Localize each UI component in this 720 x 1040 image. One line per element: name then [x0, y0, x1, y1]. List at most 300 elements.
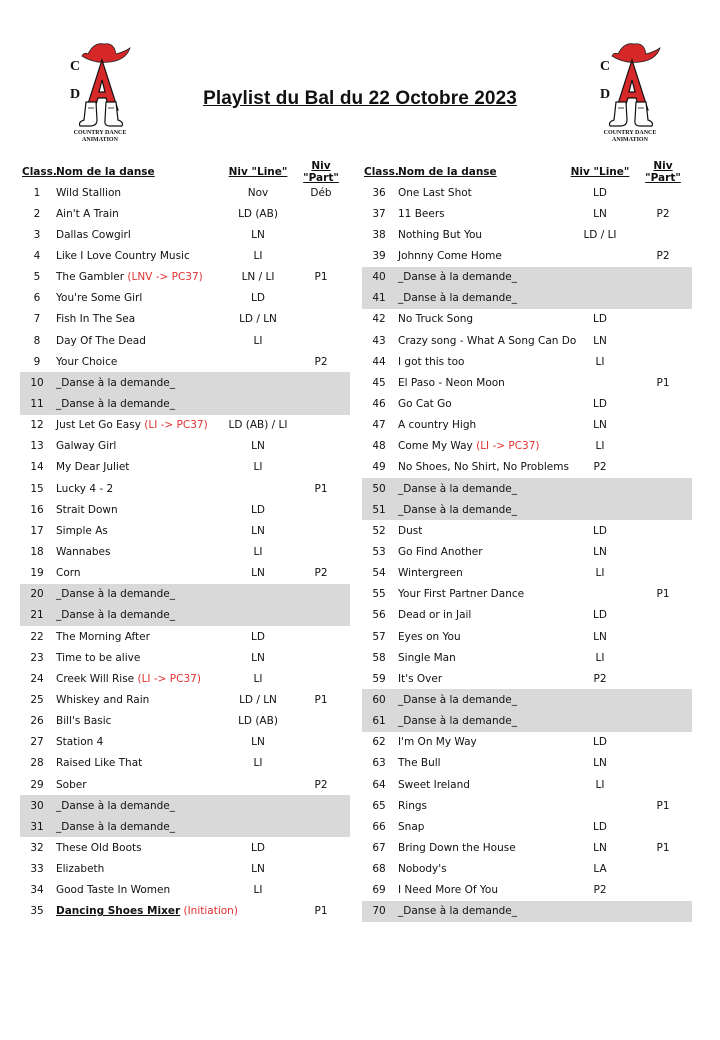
row-class-number: 36: [372, 186, 386, 199]
level-line: LI: [595, 567, 605, 580]
dance-name: Galway Girl: [56, 440, 117, 453]
dance-name: Wannabes: [56, 545, 111, 558]
table-row: [362, 711, 692, 732]
dance-name-cell: [54, 736, 224, 748]
dance-name-cell: [396, 567, 566, 579]
row-class-number: 3: [33, 228, 41, 241]
table-row: [20, 605, 350, 626]
table-row: [20, 520, 350, 541]
row-class-number: 37: [372, 207, 386, 220]
dance-name: Snap: [398, 820, 425, 833]
playlist-table-left: [20, 162, 350, 922]
dance-name: No Truck Song: [398, 313, 474, 326]
dance-name-cell: [396, 229, 566, 241]
dance-name-cell: [54, 694, 224, 706]
dance-name: Bill's Basic: [56, 715, 112, 728]
row-class-number: 21: [30, 609, 44, 622]
dance-name: My Dear Juliet: [56, 461, 130, 474]
dance-name-cell: [54, 779, 224, 791]
table-row: [362, 330, 692, 351]
row-class-number: 41: [372, 292, 386, 305]
row-class-number: 57: [372, 630, 386, 643]
row-class-number: 33: [30, 863, 44, 876]
row-class-number: 24: [30, 672, 44, 685]
table-row: [20, 837, 350, 858]
dance-name: It's Over: [398, 672, 443, 685]
dance-name-cell: [396, 440, 566, 452]
row-class-number: 67: [372, 841, 386, 854]
table-row: [20, 626, 350, 647]
level-line: LD (AB): [238, 207, 278, 220]
table-row: [20, 668, 350, 689]
dance-name: Johnny Come Home: [398, 249, 502, 262]
level-line: LN: [251, 228, 265, 241]
dance-name-cell: [396, 884, 566, 896]
row-class-number: 59: [372, 672, 386, 685]
dance-name-cell: [54, 461, 224, 473]
dance-name: _Danse à la demande_: [398, 503, 517, 516]
row-class-number: 20: [30, 588, 44, 601]
level-line: LI: [595, 355, 605, 368]
level-line: LI: [595, 440, 605, 453]
dance-name: Dancing Shoes Mixer: [56, 905, 181, 918]
level-line: LD: [593, 736, 607, 749]
level-line: LN: [593, 630, 607, 643]
row-class-number: 64: [372, 778, 386, 791]
dance-name-cell: [396, 842, 566, 854]
row-class-number: 26: [30, 715, 44, 728]
dance-name-cell: [396, 715, 566, 727]
level-line: LD: [251, 292, 265, 305]
dance-name-cell: [396, 905, 566, 917]
dance-name-cell: [396, 250, 566, 262]
row-class-number: 66: [372, 820, 386, 833]
dance-name-cell: [396, 292, 566, 304]
row-class-number: 46: [372, 397, 386, 410]
dance-name-cell: [396, 736, 566, 748]
dance-name-cell: [396, 377, 566, 389]
dance-name: Rings: [398, 799, 428, 812]
row-class-number: 11: [30, 397, 44, 410]
dance-name-cell: [396, 461, 569, 474]
level-line: LD / LN: [239, 313, 277, 326]
svg-text:C: C: [70, 59, 81, 74]
row-class-number: 65: [372, 799, 386, 812]
level-line: LD (AB): [238, 715, 278, 728]
table-row: [362, 795, 692, 816]
level-line: LN: [251, 524, 265, 537]
level-line: LI: [253, 461, 263, 474]
level-part: P1: [656, 799, 670, 812]
dance-name-cell: [54, 229, 224, 241]
dance-name-cell: [54, 313, 224, 325]
level-line: LD / LI: [583, 228, 617, 241]
dance-name-cell: [54, 335, 224, 347]
level-line: LD (AB) / LI: [228, 419, 288, 432]
row-class-number: 13: [30, 440, 44, 453]
dance-name: A country High: [398, 419, 477, 432]
dance-name-cell: [54, 483, 224, 495]
dance-name: Just Let Go Easy: [56, 419, 145, 432]
row-class-number: 69: [372, 884, 386, 897]
playlist-table-right: [362, 162, 692, 922]
dance-name-cell: [396, 779, 566, 791]
table-row: [20, 351, 350, 372]
dance-name: Dallas Cowgirl: [56, 228, 131, 241]
dance-note: (Initiation): [180, 905, 238, 918]
level-line: LD: [593, 313, 607, 326]
dance-note: (LNV -> PC37): [127, 271, 203, 284]
dance-name-cell: [396, 398, 566, 410]
level-part: P1: [314, 271, 328, 284]
table-row: [20, 203, 350, 224]
dance-note: (LI -> PC37): [144, 419, 208, 432]
dance-name: Go Find Another: [398, 545, 483, 558]
dance-name-cell: [54, 842, 224, 854]
table-row: [362, 668, 692, 689]
level-part: P1: [656, 588, 670, 601]
dance-name-cell: [54, 652, 224, 664]
header-level-line: Niv "Line": [228, 166, 288, 178]
dance-name: I Need More Of You: [398, 884, 498, 897]
dance-name: _Danse à la demande_: [56, 397, 175, 410]
level-line: LD: [593, 186, 607, 199]
dance-name-cell: [54, 800, 224, 812]
row-class-number: 62: [372, 736, 386, 749]
dance-name-cell: [396, 673, 566, 685]
dance-name-cell: [54, 905, 238, 918]
table-row: [20, 880, 350, 901]
dance-note: (LI -> PC37): [476, 440, 540, 453]
dance-name-cell: [54, 356, 224, 368]
row-class-number: 18: [30, 545, 44, 558]
level-part: P1: [656, 376, 670, 389]
dance-name-cell: [396, 609, 566, 621]
row-class-number: 30: [30, 799, 44, 812]
table-header: [362, 162, 692, 182]
level-line: LN: [251, 863, 265, 876]
dance-name: No Shoes, No Shirt, No Problems: [398, 461, 569, 474]
header-level-part: Niv "Part": [645, 160, 681, 184]
table-row: [362, 436, 692, 457]
dance-name-cell: [54, 863, 224, 875]
row-class-number: 29: [30, 778, 44, 791]
row-class-number: 4: [33, 249, 41, 262]
row-class-number: 32: [30, 841, 44, 854]
dance-name: Elizabeth: [56, 863, 105, 876]
table-row: [362, 837, 692, 858]
dance-name-cell: [54, 250, 224, 262]
header-level-line: Niv "Line": [570, 166, 630, 178]
svg-text:ANIMATION: ANIMATION: [612, 137, 648, 143]
row-class-number: 39: [372, 249, 386, 262]
dance-name: Time to be alive: [56, 651, 141, 664]
row-class-number: 58: [372, 651, 386, 664]
dance-name: Dust: [398, 524, 423, 537]
row-class-number: 63: [372, 757, 386, 770]
svg-text:COUNTRY DANCE: COUNTRY DANCE: [603, 130, 657, 136]
table-row: [20, 732, 350, 753]
dance-name: _Danse à la demande_: [398, 482, 517, 495]
row-class-number: 48: [372, 440, 386, 453]
table-row: [362, 415, 692, 436]
svg-text:D: D: [70, 87, 81, 102]
level-line: P2: [593, 884, 607, 897]
dance-name: Sweet Ireland: [398, 778, 470, 791]
dance-name-cell: [54, 757, 224, 769]
dance-name: Day Of The Dead: [56, 334, 146, 347]
row-class-number: 19: [30, 567, 44, 580]
svg-text:ANIMATION: ANIMATION: [82, 137, 118, 143]
table-row: [20, 224, 350, 245]
dance-name-cell: [396, 757, 566, 769]
row-class-number: 45: [372, 376, 386, 389]
dance-name: The Gambler: [56, 271, 128, 284]
row-class-number: 15: [30, 482, 44, 495]
dance-name-cell: [396, 546, 566, 558]
dance-name: El Paso - Neon Moon: [398, 376, 505, 389]
table-row: [362, 880, 692, 901]
table-row: [20, 245, 350, 266]
dance-name-cell: [396, 821, 566, 833]
row-class-number: 27: [30, 736, 44, 749]
dance-name-cell: [396, 652, 566, 664]
row-class-number: 1: [33, 186, 41, 199]
row-class-number: 8: [33, 334, 41, 347]
level-line: LN: [593, 207, 607, 220]
table-row: [362, 288, 692, 309]
dance-name: Sober: [56, 778, 87, 791]
table-row: [20, 330, 350, 351]
dance-name-cell: [54, 271, 224, 283]
table-header: [20, 162, 350, 182]
dance-name-cell: [396, 271, 566, 283]
row-class-number: 38: [372, 228, 386, 241]
row-class-number: 43: [372, 334, 386, 347]
dance-name-cell: [396, 800, 566, 812]
table-row: [362, 732, 692, 753]
level-line: LI: [253, 334, 263, 347]
level-line: LI: [253, 757, 263, 770]
dance-name-cell: [396, 208, 566, 220]
table-row: [362, 182, 692, 203]
table-row: [20, 541, 350, 562]
dance-name: Lucky 4 - 2: [56, 482, 114, 495]
dance-note: (LI -> PC37): [137, 672, 201, 685]
table-row: [362, 203, 692, 224]
level-part: P2: [314, 778, 328, 791]
dance-name: Bring Down the House: [398, 841, 516, 854]
row-class-number: 55: [372, 588, 386, 601]
level-line: LN: [593, 334, 607, 347]
level-line: LA: [593, 863, 607, 876]
dance-name: Creek Will Rise: [56, 672, 138, 685]
dance-name: One Last Shot: [398, 186, 472, 199]
table-row: [20, 499, 350, 520]
row-class-number: 70: [372, 905, 386, 918]
level-part: P1: [656, 841, 670, 854]
dance-name: Corn: [56, 567, 81, 580]
dance-name-cell: [54, 525, 224, 537]
dance-name: I'm On My Way: [398, 736, 477, 749]
table-row: [362, 859, 692, 880]
level-part: P2: [656, 249, 670, 262]
dance-name: The Bull: [398, 757, 441, 770]
dance-name: Raised Like That: [56, 757, 143, 770]
level-part: P2: [656, 207, 670, 220]
table-row: [362, 647, 692, 668]
dance-name-cell: [54, 377, 224, 389]
dance-name: The Morning After: [56, 630, 150, 643]
level-line: LI: [253, 884, 263, 897]
row-class-number: 51: [372, 503, 386, 516]
dance-name-cell: [54, 821, 224, 833]
table-row: [362, 393, 692, 414]
table-row: [20, 859, 350, 880]
level-line: LI: [253, 249, 263, 262]
row-class-number: 53: [372, 545, 386, 558]
level-line: LD: [593, 524, 607, 537]
row-class-number: 2: [33, 207, 41, 220]
level-line: LI: [253, 672, 263, 685]
dance-name-cell: [54, 187, 224, 199]
table-row: [20, 689, 350, 710]
dance-name: _Danse à la demande_: [56, 609, 175, 622]
dance-name: Simple As: [56, 524, 108, 537]
row-class-number: 25: [30, 693, 44, 706]
row-class-number: 47: [372, 419, 386, 432]
table-row: [20, 436, 350, 457]
dance-name: Station 4: [56, 736, 104, 749]
dance-name: Ain't A Train: [56, 207, 119, 220]
table-row: [362, 224, 692, 245]
level-part: P1: [314, 482, 328, 495]
table-row: [362, 267, 692, 288]
dance-name-cell: [396, 313, 566, 325]
dance-name: _Danse à la demande_: [398, 292, 517, 305]
dance-name-cell: [396, 863, 566, 875]
dance-name: I got this too: [398, 355, 465, 368]
dance-name-cell: [54, 567, 224, 579]
table-row: [362, 584, 692, 605]
level-line: LD: [593, 820, 607, 833]
table-row: [362, 372, 692, 393]
level-part: P2: [314, 567, 328, 580]
dance-name-cell: [54, 440, 224, 452]
table-row: [20, 584, 350, 605]
dance-name: _Danse à la demande_: [56, 820, 175, 833]
level-line: LN: [251, 736, 265, 749]
dance-name: Whiskey and Rain: [56, 693, 150, 706]
dance-name: Fish In The Sea: [56, 313, 136, 326]
table-row: [362, 626, 692, 647]
dance-name-cell: [54, 673, 224, 685]
level-part: Déb: [310, 186, 332, 199]
table-row: [20, 309, 350, 330]
dance-name-cell: [396, 356, 566, 368]
dance-name: _Danse à la demande_: [56, 376, 175, 389]
level-line: LN: [593, 757, 607, 770]
dance-name: Crazy song - What A Song Can Do: [398, 334, 577, 347]
header-dance-name: Nom de la danse: [56, 166, 155, 178]
level-part: P1: [314, 905, 328, 918]
row-class-number: 28: [30, 757, 44, 770]
dance-name-cell: [54, 609, 224, 621]
row-class-number: 7: [33, 313, 41, 326]
level-line: LN: [251, 567, 265, 580]
table-row: [20, 647, 350, 668]
dance-name-cell: [396, 694, 566, 706]
level-line: LN: [251, 440, 265, 453]
table-row: [362, 605, 692, 626]
dance-name: 11 Beers: [398, 207, 445, 220]
dance-name: _Danse à la demande_: [398, 693, 517, 706]
level-line: LI: [595, 651, 605, 664]
row-class-number: 5: [33, 271, 41, 284]
dance-name-cell: [396, 504, 566, 516]
dance-name-cell: [54, 884, 224, 896]
table-row: [20, 711, 350, 732]
row-class-number: 68: [372, 863, 386, 876]
dance-name: _Danse à la demande_: [56, 799, 175, 812]
row-class-number: 12: [30, 419, 44, 432]
dance-name: Nobody's: [398, 863, 447, 876]
dance-name-cell: [54, 208, 224, 220]
row-class-number: 61: [372, 715, 386, 728]
dance-name-cell: [396, 588, 566, 600]
dance-name-cell: [396, 483, 566, 495]
table-row: [20, 372, 350, 393]
table-body: [20, 182, 350, 922]
dance-name: _Danse à la demande_: [398, 905, 517, 918]
table-row: [20, 393, 350, 414]
header-level-part: Niv "Part": [303, 160, 339, 184]
dance-name: _Danse à la demande_: [398, 271, 517, 284]
dance-name: Go Cat Go: [398, 397, 452, 410]
level-line: LD: [251, 841, 265, 854]
dance-name: Good Taste In Women: [56, 884, 171, 897]
table-row: [20, 795, 350, 816]
row-class-number: 17: [30, 524, 44, 537]
level-line: LN: [251, 651, 265, 664]
table-row: [20, 267, 350, 288]
row-class-number: 9: [33, 355, 41, 368]
svg-text:D: D: [600, 87, 611, 102]
dance-name-cell: [396, 419, 566, 431]
dance-name-cell: [54, 504, 224, 516]
dance-name: Strait Down: [56, 503, 118, 516]
table-row: [362, 901, 692, 922]
table-row: [20, 182, 350, 203]
table-row: [362, 541, 692, 562]
dance-name-cell: [54, 546, 224, 558]
level-line: LD: [251, 630, 265, 643]
row-class-number: 14: [30, 461, 44, 474]
row-class-number: 35: [30, 905, 44, 918]
table-row: [20, 774, 350, 795]
level-line: LI: [253, 545, 263, 558]
dance-name: Your Choice: [56, 355, 118, 368]
row-class-number: 60: [372, 693, 386, 706]
dance-name: Nothing But You: [398, 228, 483, 241]
page-title: Playlist du Bal du 22 Octobre 2023: [203, 88, 517, 109]
svg-text:C: C: [600, 59, 611, 74]
dance-name: Dead or in Jail: [398, 609, 472, 622]
dance-name: You're Some Girl: [56, 292, 143, 305]
level-line: LN: [593, 545, 607, 558]
level-line: P2: [593, 461, 607, 474]
table-row: [20, 457, 350, 478]
